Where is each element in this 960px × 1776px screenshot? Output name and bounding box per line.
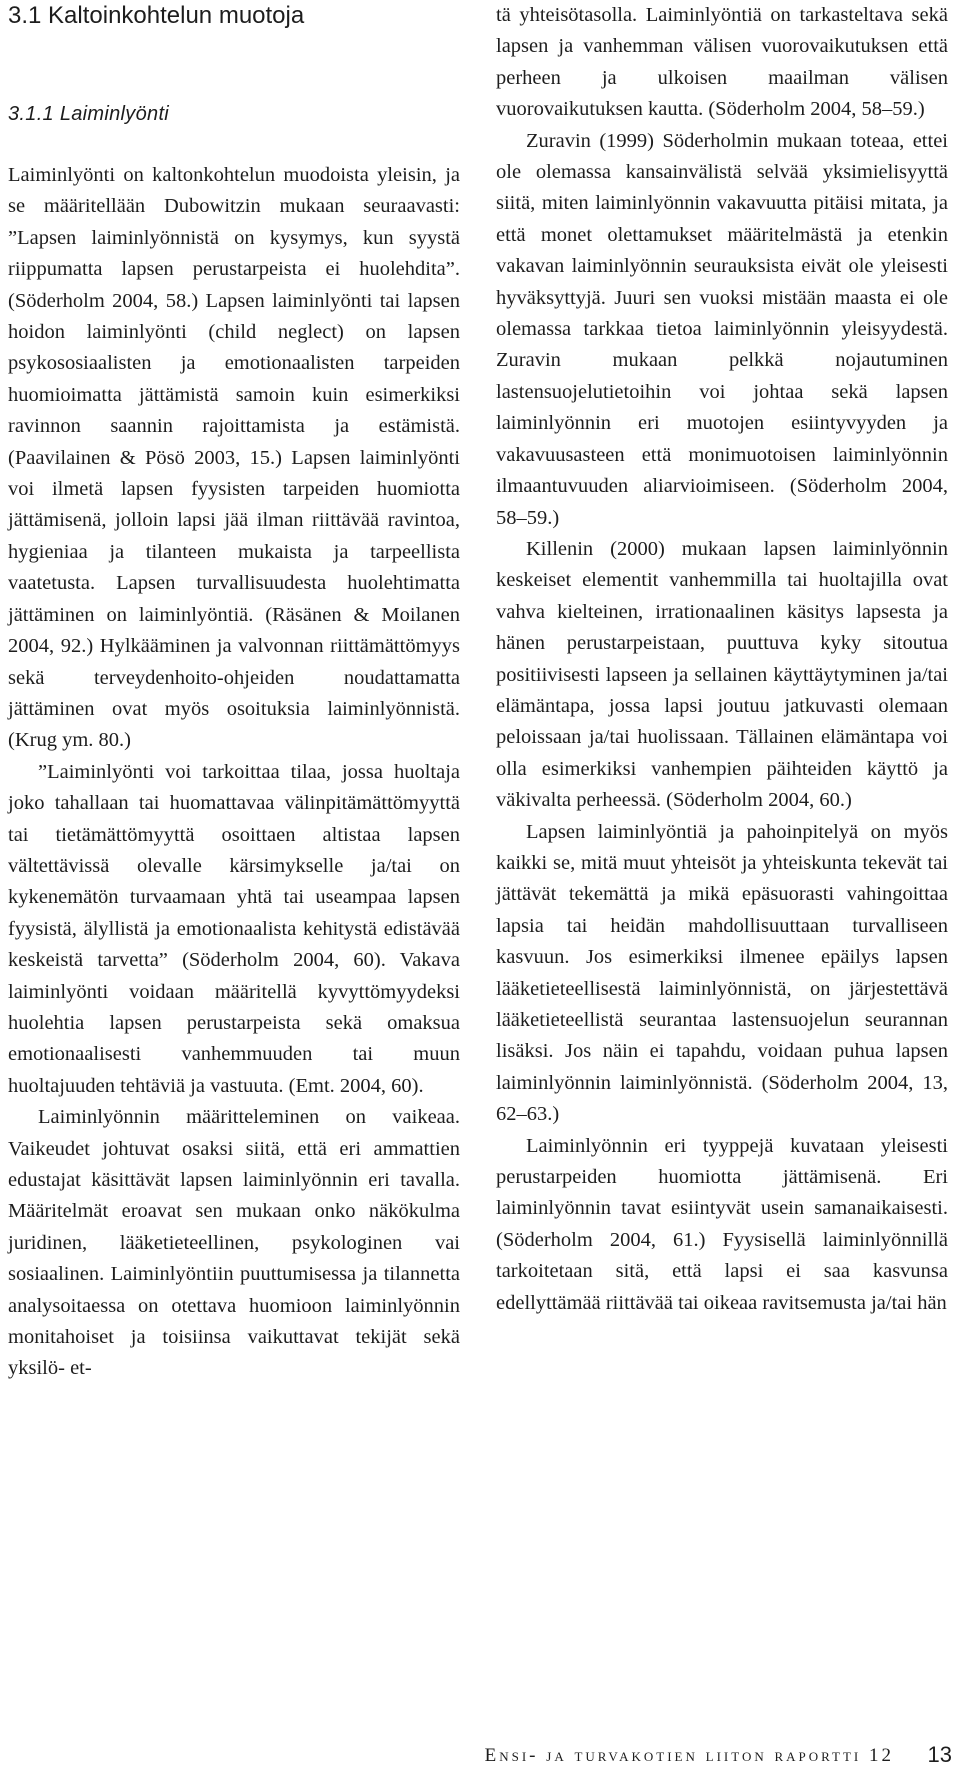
paragraph: Lapsen laiminlyöntiä ja pahoinpitelyä on myös kaikki se, mitä muut yhteisöt ja yhteiskunta tekevät tai jättävät tekemättä ja mikä epäsuorasti vahingoittaa lapsia tai heidän mahdollisuuttaan turvalliseen kasvuun. Jos esimerkiksi ilmenee epäilys lapsen lääketieteellisestä laiminlyönnistä, on järjestettävä lääketieteellistä seurantaa lastensuojelun seurannan lisäksi. Jos näin ei tapahdu, voidaan puhua lapsen laiminlyönnin laiminlyönnistä. (Söderholm 2004, 13, 62–63.) bbox=[496, 820, 948, 1126]
footer-publication-title: Ensi- ja turvakotien liiton raportti 12 bbox=[484, 1745, 894, 1766]
left-column-text bbox=[8, 160, 460, 1385]
paragraph: tä yhteisötasolla. Laiminlyöntiä on tarkasteltava sekä lapsen ja vanhemman välisen vuorovaikutuksen että perheen ja ulkoisen maailman välisen vuorovaikutuksen kautta. (Söderholm 2004, 58–59.) bbox=[496, 4, 948, 121]
paragraph: Laiminlyönti on kaltonkohtelun muodoista yleisin, ja se määritellään Dubowitzin mukaan seuraavasti: ”Lapsen laiminlyönnistä on kysymys, kun syystä riippumatta lapsen perustarpeista ei huolehdita”. (Söderholm 2004, 58.) Lapsen laiminlyönti tai lapsen hoidon laiminlyönti (child neglect) on lapsen psykososiaalisten ja emotionaalisten tarpeiden huomioimatta jättämistä samoin kuin esimerkiksi ravinnon saannin rajoittamista ja estämistä. (Paavilainen & Pösö 2003, 15.) Lapsen laiminlyönti voi ilmetä lapsen fyysisten tarpeiden huomiotta jättämisenä, jolloin lapsi jää ilman riittävää ravintoa, hygieniaa ja tilanteen mukaista ja tarpeellista vaatetusta. Lapsen turvallisuudesta huolehtimatta jättäminen on laiminlyöntiä. (Räsänen & Moilanen 2004, 92.) Hylkääminen ja valvonnan riittämättömyys sekä terveydenhoito-ohjeiden noudattamatta jättäminen ovat myös osoituksia laiminlyönnistä. (Krug ym. 80.) bbox=[8, 164, 460, 752]
paragraph: Zuravin (1999) Söderholmin mukaan toteaa, ettei ole olemassa kansainvälistä selvää yksimielisyyttä siitä, miten laiminlyönnin vakavuutta pitäisi mitata, ja että monet olettamukset määritelmästä ja etenkin vakavan laiminlyönnin seurauksista eivät ole yleisesti hyväksyttyjä. Juuri sen vuoksi mistään maasta ei ole olemassa tarkkaa tietoa laiminlyönnin yleisyydestä. Zuravin mukaan pelkkä nojautuminen lastensuojelutietoihin voi johtaa sekä lapsen laiminlyönnin eri muotojen esiintyvyyden ja vakavuusasteen että monimuotoisen laiminlyönnin ilmaantuvuuden aliarvioimiseen. (Söderholm 2004, 58–59.) bbox=[496, 129, 948, 529]
paragraph: Laiminlyönnin eri tyyppejä kuvataan yleisesti perustarpeiden huomiotta jättämisenä. Eri laiminlyönnin tavat esiintyvät usein samanaikaisesti. (Söderholm 2004, 61.) Fyysisellä laiminlyönnillä tarkoitetaan sitä, että lapsi ei saa kasvunsa edellyttämää riittävää tai oikeaa ravitsemusta ja/tai hän bbox=[496, 1134, 948, 1314]
page-number: 13 bbox=[927, 1742, 952, 1767]
right-column-text bbox=[496, 0, 948, 1319]
paragraph: ”Laiminlyönti voi tarkoittaa tilaa, jossa huoltaja joko tahallaan tai huomattavaa välinpitämättömyyttä tai tietämättömyyttä osoittaen altistaa lapsen vältettävissä olevalle kärsimykselle ja/tai on kykenemätön turvaamaan yhtä tai useampaa lapsen fyysistä, älyllistä ja emotionaalista kehitystä edistävää keskeistä tarvetta” (Söderholm 2004, 60). Vakava laiminlyönti voidaan määritellä kyvyttömyydeksi huolehtia lapsen perustarpeista sekä omaksua emotionaalisesti vanhemmuuden tai muun huoltajuuden tehtäviä ja vastuuta. (Emt. 2004, 60). bbox=[8, 760, 460, 1097]
section-heading: 3.1 Kaltoinkohtelun muotoja bbox=[8, 2, 305, 29]
subsection-heading: 3.1.1 Laiminlyönti bbox=[8, 103, 170, 125]
paragraph: Laiminlyönnin määritteleminen on vaikeaa. Vaikeudet johtuvat osaksi siitä, että eri ammattien edustajat käsittävät lapsen laiminlyönnin eri tavalla. Määritelmät eroavat sen mukaan onko näkökulma juridinen, lääketieteellinen, psykologinen vai sosiaalinen. Laiminlyöntiin puuttumisessa ja tilannetta analysoitaessa on otettava huomioon laiminlyönnin monitahoiset ja toisiinsa vaikuttavat tekijät sekä yksilö- et- bbox=[8, 1106, 460, 1380]
paragraph: Killenin (2000) mukaan lapsen laiminlyönnin keskeiset elementit vanhemmilla tai huoltajilla ovat vahva kielteinen, irrationaalinen käsitys lapsesta ja hänen perustarpeistaan, puuttuva kyky sitoutua positiivisesti lapseen ja sellainen käyttäytyminen ja/tai elämäntapa, jossa lapsi joutuu jatkuvasti olemaan peloissaan ja/tai huolissaan. Tällainen elämäntapa voi olla esimerkiksi vanhempien päihteiden käyttö ja väkivalta perheessä. (Söderholm 2004, 60.) bbox=[496, 537, 948, 812]
